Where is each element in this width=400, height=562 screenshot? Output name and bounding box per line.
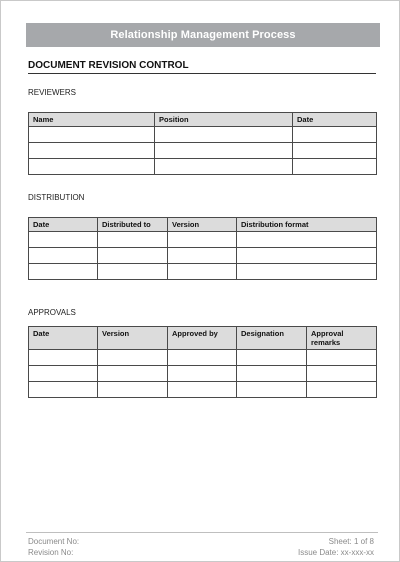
- column-header: Distributed to: [98, 218, 168, 232]
- table-cell[interactable]: [29, 350, 98, 366]
- column-header: Date: [29, 218, 98, 232]
- table-cell[interactable]: [307, 366, 377, 382]
- footer-revision-no: Revision No:: [28, 548, 74, 557]
- table-cell[interactable]: [293, 159, 377, 175]
- table-cell[interactable]: [293, 143, 377, 159]
- reviewers-label: REVIEWERS: [28, 88, 77, 97]
- table-cell[interactable]: [98, 264, 168, 280]
- table-cell[interactable]: [29, 248, 98, 264]
- document-heading: DOCUMENT REVISION CONTROL: [28, 60, 189, 71]
- table-cell[interactable]: [168, 366, 237, 382]
- table-cell[interactable]: [29, 366, 98, 382]
- table-cell[interactable]: [307, 350, 377, 366]
- table-cell[interactable]: [29, 127, 155, 143]
- table-cell[interactable]: [237, 382, 307, 398]
- table-cell[interactable]: [168, 232, 237, 248]
- table-row: [29, 232, 377, 248]
- table-cell[interactable]: [98, 248, 168, 264]
- heading-divider: [28, 73, 376, 74]
- table-row: [29, 382, 377, 398]
- table-cell[interactable]: [168, 350, 237, 366]
- column-header: Date: [293, 113, 377, 127]
- footer-issue-date: Issue Date: xx-xxx-xx: [297, 548, 374, 557]
- column-header: Approval remarks: [307, 327, 377, 350]
- footer-divider: [26, 532, 378, 533]
- table-row: [29, 248, 377, 264]
- table-cell[interactable]: [155, 143, 293, 159]
- table-cell[interactable]: [29, 382, 98, 398]
- reviewers-table: [28, 112, 377, 175]
- table-cell[interactable]: [29, 143, 155, 159]
- column-header: Approved by: [168, 327, 237, 350]
- table-cell[interactable]: [155, 127, 293, 143]
- column-header: Position: [155, 113, 293, 127]
- table-cell[interactable]: [168, 264, 237, 280]
- table-cell[interactable]: [237, 264, 377, 280]
- column-header: Distribution format: [237, 218, 377, 232]
- table-row: [29, 350, 377, 366]
- table-cell[interactable]: [237, 248, 377, 264]
- table-cell[interactable]: [98, 232, 168, 248]
- table-header-row: [29, 327, 377, 350]
- table-cell[interactable]: [168, 248, 237, 264]
- table-row: [29, 366, 377, 382]
- approvals-label: APPROVALS: [28, 308, 76, 317]
- footer-document-no: Document No:: [28, 537, 80, 546]
- distribution-label: DISTRIBUTION: [28, 193, 85, 202]
- column-header: Name: [29, 113, 155, 127]
- table-cell[interactable]: [237, 366, 307, 382]
- table-cell[interactable]: [29, 264, 98, 280]
- column-header: Date: [29, 327, 98, 350]
- table-cell[interactable]: [29, 159, 155, 175]
- table-row: [29, 127, 377, 143]
- table-row: [29, 264, 377, 280]
- table-cell[interactable]: [98, 382, 168, 398]
- approvals-table: [28, 326, 377, 398]
- table-cell[interactable]: [98, 350, 168, 366]
- page-title: Relationship Management Process: [110, 29, 296, 41]
- table-cell[interactable]: [237, 350, 307, 366]
- table-row: [29, 143, 377, 159]
- table-cell[interactable]: [293, 127, 377, 143]
- distribution-table: [28, 217, 377, 280]
- table-cell[interactable]: [237, 232, 377, 248]
- column-header: Designation: [237, 327, 307, 350]
- table-header-row: [29, 113, 377, 127]
- table-header-row: [29, 218, 377, 232]
- table-cell[interactable]: [98, 366, 168, 382]
- footer-sheet: Sheet: 1 of 8: [328, 537, 374, 546]
- column-header: Version: [168, 218, 237, 232]
- page-title-banner: [26, 23, 380, 47]
- table-cell[interactable]: [168, 382, 237, 398]
- table-cell[interactable]: [307, 382, 377, 398]
- table-row: [29, 159, 377, 175]
- column-header: Version: [98, 327, 168, 350]
- table-cell[interactable]: [155, 159, 293, 175]
- table-cell[interactable]: [29, 232, 98, 248]
